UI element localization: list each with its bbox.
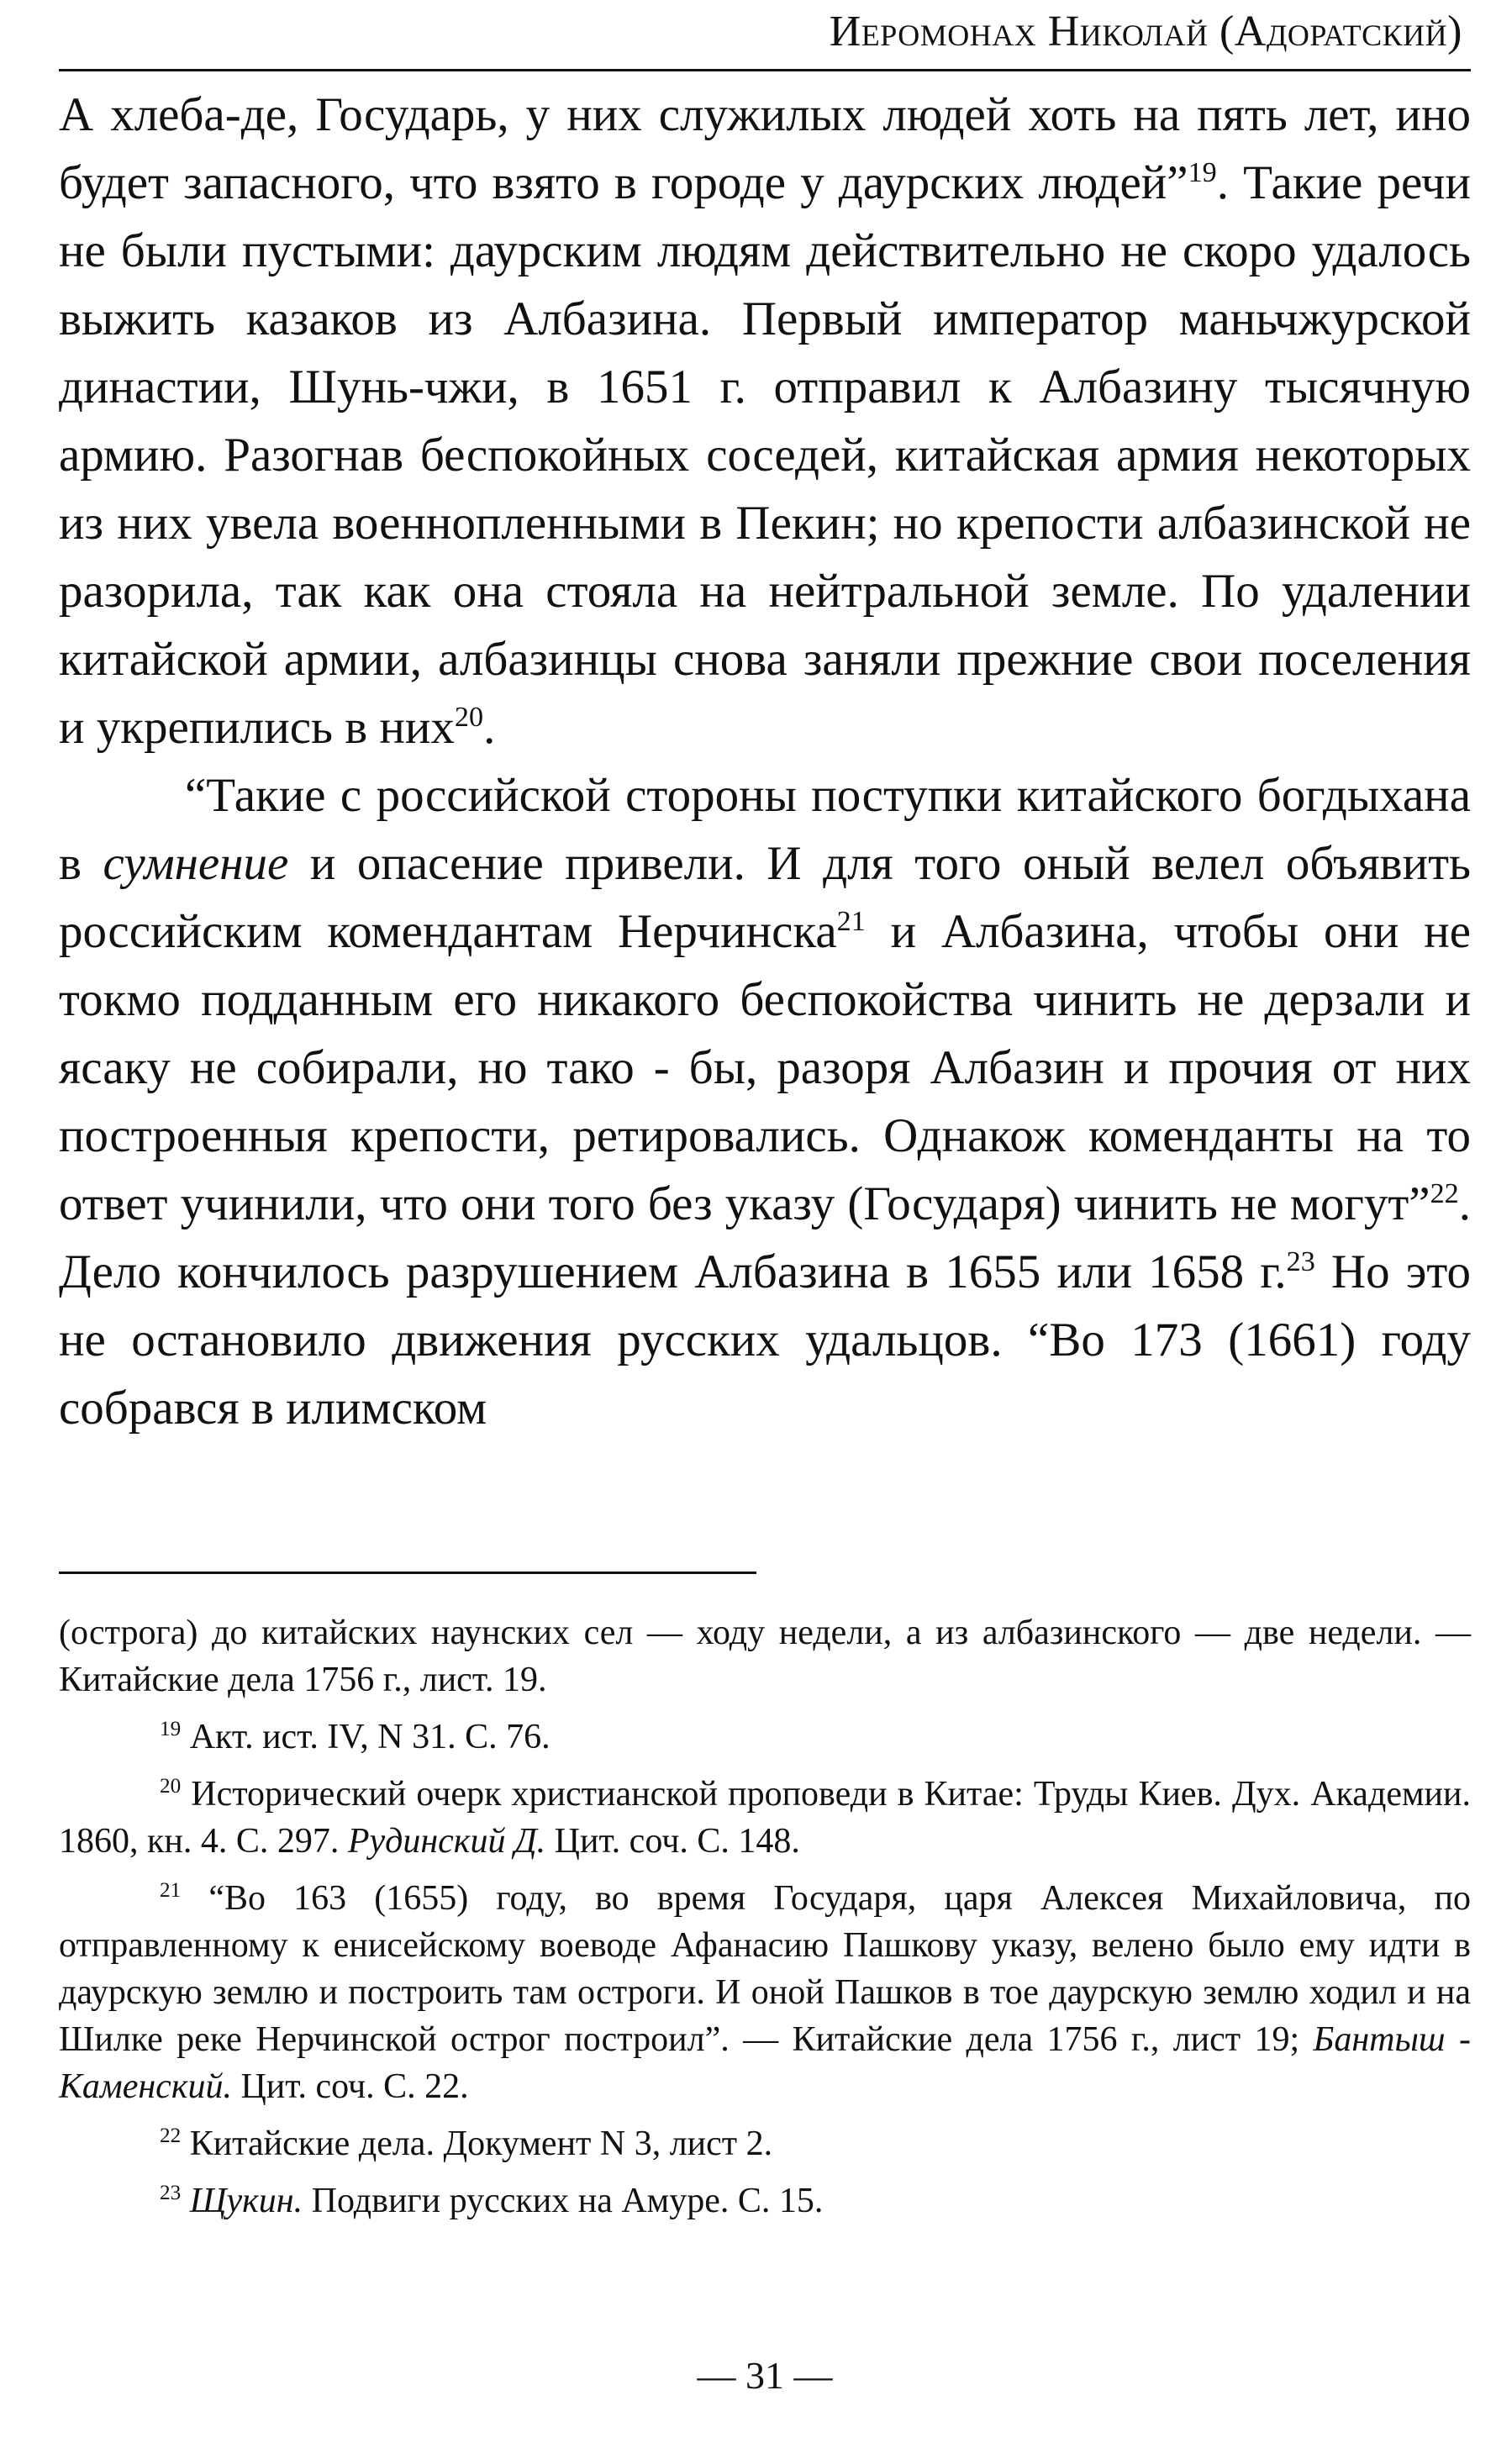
- footnote-19: [59, 1714, 1471, 1761]
- paragraph-2: [59, 761, 1471, 1442]
- text-span: А хлеба-де, Государь, у них служилых людей хоть на пять лет, ино будет запасного, что взято в городе у даурских людей”: [59, 88, 1471, 209]
- footnote-ref-19: 19: [1188, 157, 1217, 188]
- footnote-text: Китайские дела. Документ N 3, лист 2.: [181, 2124, 773, 2163]
- header-rule: [59, 69, 1471, 71]
- text-span: и опасение привели. И для того оный велел объявить российским комендантам Нерчинска: [59, 837, 1471, 958]
- footnote-continuation: (острога) до китайских наунских сел — ходу недели, а из албазинского — две недели. — Китайские дела 1756 г., лист. 19.: [59, 1614, 1471, 1699]
- footnote-number: 23: [160, 2182, 182, 2204]
- text-span: Но это не остановило движения русских удальцов. “Во 173 (1661) году собрався в илимском: [59, 1245, 1471, 1435]
- footnote-separator: [59, 1572, 756, 1574]
- author-name: Рудинский Д.: [347, 1822, 546, 1861]
- footnote-number: 20: [160, 1775, 182, 1798]
- text-span: . Дело кончилось разрушением Албазина в 1655 или 1658 г.: [59, 1177, 1471, 1298]
- footnote-text: Подвиги русских на Амуре. С. 15.: [303, 2182, 824, 2220]
- footnote-number: 22: [160, 2124, 182, 2147]
- footnote-20: [59, 1771, 1471, 1865]
- footnote-21: [59, 1875, 1471, 2110]
- book-page: [59, 0, 1471, 2464]
- text-span: и Албазина, чтобы они не токмо подданным его никакого беспокойства чинить не дерзали и ясаку не собирали, но тако - бы, разоря Албазин и прочия от них построенныя крепости, ретировались. Однакож коменданты на то ответ учинили, что они того без указу (Государя) чинить не могут”: [59, 905, 1472, 1230]
- author-name: Щукин.: [189, 2182, 303, 2220]
- running-head: Иеромонах Николай (Адоратский): [829, 8, 1462, 55]
- footnote-23: [59, 2177, 1471, 2224]
- footnote-text: Исторический очерк христианской проповеди в Китае: Труды Киев. Дух. Академии. 1860, кн. 4. С. 297.: [59, 1775, 1471, 1861]
- page-number: — 31 —: [697, 2354, 833, 2397]
- emphasis: сумнение: [103, 837, 289, 890]
- footnotes: [59, 1609, 1471, 2235]
- footnote-text: Цит. соч. С. 148.: [545, 1822, 800, 1861]
- footnote-ref-23: 23: [1286, 1246, 1315, 1277]
- footnote-text: Цит. соч. С. 22.: [231, 2067, 469, 2106]
- text-span: “Такие с российской стороны поступки китайского богдыхана в: [59, 769, 1471, 890]
- paragraph-1: [59, 81, 1471, 761]
- footnote-number: 19: [160, 1718, 182, 1740]
- footnote-ref-21: 21: [836, 906, 866, 937]
- footnote-ref-20: 20: [454, 702, 484, 733]
- footnote-ref-22: 22: [1430, 1178, 1459, 1209]
- footnote-22: [59, 2120, 1471, 2167]
- footnote-text: “Во 163 (1655) году, во время Государя, царя Алексея Михайловича, по отправленному к енисейскому воеводе Афанасию Пашкову указу, велено было ему идти в даурскую землю и построить там остроги. И оной Пашков в тое даурскую землю ходил и на Шилке реке Нерчинской острог построил”. — Китайские дела 1756 г., лист 19;: [59, 1879, 1471, 2059]
- main-text: [59, 81, 1471, 1442]
- text-span: . Такие речи не были пустыми: даурским людям действительно не скоро удалось выжить казаков из Албазина. Первый император маньчжурской династии, Шунь-чжи, в 1651 г. отправил к Албазину тысячную армию. Разогнав беспокойных соседей, китайская армия некоторых из них увела военнопленными в Пекин; но крепости албазинской не разорила, так как она стояла на нейтральной земле. По удалении китайской армии, албазинцы снова заняли прежние свои поселения и укрепились в них: [59, 156, 1471, 754]
- footnote-number: 21: [160, 1879, 182, 1902]
- footnote-text: Акт. ист. IV, N 31. С. 76.: [181, 1718, 550, 1756]
- author-name: Бантыш - Каменский.: [59, 2020, 1471, 2106]
- text-span: .: [483, 701, 496, 754]
